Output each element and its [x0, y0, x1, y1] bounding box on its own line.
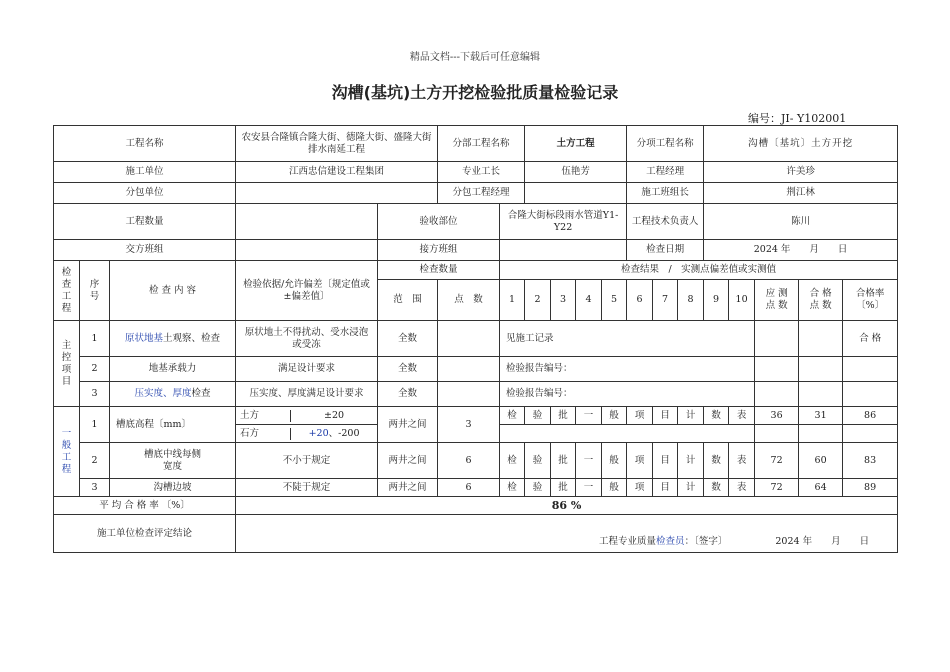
empty-cell [843, 425, 898, 443]
passed-header: 合 格点 数 [799, 280, 843, 321]
check-item-header: 检查工程 [54, 261, 80, 321]
average-label: 平 均 合 格 率 〔%〕 [54, 497, 236, 515]
batch-char: 目 [653, 443, 678, 479]
page-title: 沟槽(基坑)土方开挖检验批质量检验记录 [331, 83, 619, 102]
col-header: 10 [729, 280, 755, 321]
batch-char: 目 [653, 479, 678, 497]
batch-char: 检 [500, 443, 525, 479]
table-header-row-1 [54, 261, 898, 280]
measured-cell [755, 321, 799, 357]
batch-char: 批 [551, 443, 576, 479]
signature-prefix: 工程专业质量 [599, 536, 657, 547]
batch-char: 批 [551, 479, 576, 497]
rate-cell [843, 357, 898, 382]
measured-cell: 72 [755, 443, 799, 479]
batch-char: 验 [525, 443, 551, 479]
inspector-label: 检查员 [656, 536, 685, 547]
batch-char: 表 [729, 443, 755, 479]
passed-cell: 64 [799, 479, 843, 497]
content-highlight: 压实度、厚度 [134, 388, 192, 399]
range-header: 范 围 [378, 280, 438, 321]
division-name-label: 分部工程名称 [438, 126, 525, 162]
seq-cell: 3 [80, 382, 110, 407]
batch-char: 表 [729, 407, 755, 425]
passed-cell [799, 321, 843, 357]
result-header: 检查结果 / 实测点偏差值或实测值 [500, 261, 898, 280]
batch-char: 项 [627, 443, 653, 479]
receive-team-value [500, 240, 627, 261]
sub-value: 、-200 [328, 427, 360, 439]
signature-date: 2024 年 月 日 [775, 536, 870, 547]
col-header: 7 [653, 280, 678, 321]
quantity-label: 工程数量 [54, 204, 236, 240]
average-value: 86 % [236, 497, 898, 515]
empty-cell [500, 425, 755, 443]
seq-cell: 3 [80, 479, 110, 497]
quantity-value [236, 204, 378, 240]
col-header: 5 [602, 280, 627, 321]
col-header: 2 [525, 280, 551, 321]
passed-cell: 60 [799, 443, 843, 479]
main-item-row [54, 321, 898, 357]
quantity-row [54, 204, 898, 240]
signature-line [236, 515, 898, 553]
range-cell: 两井之间 [378, 443, 438, 479]
batch-char: 计 [678, 443, 704, 479]
result-cell: 见施工记录 [500, 321, 755, 357]
basis-cell [236, 407, 378, 425]
batch-char: 计 [678, 407, 704, 425]
batch-char: 般 [602, 443, 627, 479]
project-manager-label: 工程经理 [627, 162, 704, 183]
subcontract-unit-row [54, 183, 898, 204]
general-item-row [54, 443, 898, 479]
document-number-label: 编号： [748, 112, 781, 125]
team-leader-label: 施工班组长 [627, 183, 704, 204]
batch-char: 一 [576, 407, 602, 425]
rate-cell: 86 [843, 407, 898, 425]
range-cell: 两井之间 [378, 479, 438, 497]
basis-header: 检验依据/允许偏差〔规定值或±偏差值〕 [236, 261, 378, 321]
range-cell: 全数 [378, 382, 438, 407]
passed-cell [799, 382, 843, 407]
points-cell: 6 [438, 443, 500, 479]
measured-cell [755, 357, 799, 382]
main-item-row [54, 357, 898, 382]
general-item-row [54, 407, 898, 425]
batch-char: 计 [678, 479, 704, 497]
project-name-value: 农安县合隆镇合隆大街、德隆大街、盛隆大街排水南延工程 [236, 126, 438, 162]
sub-label: 土方 [236, 410, 291, 422]
range-cell: 全数 [378, 321, 438, 357]
batch-char: 验 [525, 479, 551, 497]
content-cell: 沟槽边坡 [110, 479, 236, 497]
passed-cell: 31 [799, 407, 843, 425]
batch-char: 数 [704, 443, 729, 479]
batch-char: 批 [551, 407, 576, 425]
construction-unit-label: 施工单位 [54, 162, 236, 183]
team-leader-value: 荆江林 [704, 183, 898, 204]
measured-header: 应 测点 数 [755, 280, 799, 321]
conclusion-row [54, 515, 898, 553]
content-cell [110, 382, 236, 407]
basis-cell: 不小于规定 [236, 443, 378, 479]
foreman-value: 伍艳芳 [525, 162, 627, 183]
basis-cell: 满足设计要求 [236, 357, 378, 382]
project-name-label: 工程名称 [54, 126, 236, 162]
rate-cell: 合 格 [843, 321, 898, 357]
construction-unit-row [54, 162, 898, 183]
content-cell: 地基承载力 [110, 357, 236, 382]
points-cell: 3 [438, 407, 500, 443]
seq-cell: 2 [80, 357, 110, 382]
content-cell [110, 321, 236, 357]
col-header: 9 [704, 280, 729, 321]
check-date-label: 检查日期 [627, 240, 704, 261]
batch-char: 一 [576, 443, 602, 479]
general-group: 一般工程 [54, 407, 80, 497]
acceptance-part-label: 验收部位 [378, 204, 500, 240]
content-text: 土观察、检查 [163, 332, 221, 344]
points-cell: 6 [438, 479, 500, 497]
batch-char: 数 [704, 407, 729, 425]
result-cell: 检验报告编号： [500, 382, 755, 407]
content-highlight: 原状地基 [125, 332, 164, 344]
main-item-row [54, 382, 898, 407]
basis-cell: 原状地土不得扰动、受水浸泡或受冻 [236, 321, 378, 357]
sub-item-name-value: 沟槽〔基坑〕土方开挖 [704, 126, 898, 162]
subcontract-unit-value [236, 183, 438, 204]
seq-cell: 2 [80, 443, 110, 479]
average-row [54, 497, 898, 515]
rate-header: 合格率〔%〕 [843, 280, 898, 321]
sub-label: 石方 [236, 428, 291, 440]
sub-value-highlight: +20 [308, 427, 329, 439]
sub-item-name-label: 分项工程名称 [627, 126, 704, 162]
empty-cell [799, 425, 843, 443]
construction-unit-value: 江西忠信建设工程集团 [236, 162, 438, 183]
content-text: 检查 [191, 388, 211, 399]
subcontract-manager-label: 分包工程经理 [438, 183, 525, 204]
basis-cell [236, 425, 378, 443]
inspection-record-table [53, 125, 898, 553]
project-name-row [54, 126, 898, 162]
batch-char: 验 [525, 407, 551, 425]
signature-suffix: ：〔签字〕 [684, 536, 728, 547]
project-manager-value: 许美珍 [704, 162, 898, 183]
acceptance-part-value: 合隆大街标段雨水管道Y1-Y22 [500, 204, 627, 240]
receive-team-label: 接方班组 [378, 240, 500, 261]
empty-cell [755, 425, 799, 443]
quantity-header: 检查数量 [378, 261, 500, 280]
points-cell [438, 321, 500, 357]
document-number-value: JI- Y102001 [781, 112, 861, 126]
measured-cell [755, 382, 799, 407]
seq-cell: 1 [80, 407, 110, 443]
handover-team-label: 交方班组 [54, 240, 236, 261]
batch-char: 检 [500, 479, 525, 497]
batch-char: 表 [729, 479, 755, 497]
basis-cell: 压实度、厚度满足设计要求 [236, 382, 378, 407]
foreman-label: 专业工长 [438, 162, 525, 183]
points-cell [438, 382, 500, 407]
subcontract-manager-value [525, 183, 627, 204]
batch-char: 项 [627, 407, 653, 425]
content-cell: 槽底高程〔mm〕 [110, 407, 236, 443]
col-header: 1 [500, 280, 525, 321]
measured-cell: 72 [755, 479, 799, 497]
col-header: 3 [551, 280, 576, 321]
col-header: 8 [678, 280, 704, 321]
points-header: 点 数 [438, 280, 500, 321]
batch-char: 数 [704, 479, 729, 497]
result-cell: 检验报告编号： [500, 357, 755, 382]
basis-cell: 不陡于规定 [236, 479, 378, 497]
handover-team-value [236, 240, 378, 261]
range-cell: 全数 [378, 357, 438, 382]
general-item-row [54, 479, 898, 497]
measured-cell: 36 [755, 407, 799, 425]
rate-cell: 83 [843, 443, 898, 479]
conclusion-label: 施工单位检查评定结论 [54, 515, 236, 553]
range-cell: 两井之间 [378, 407, 438, 443]
points-cell [438, 357, 500, 382]
content-cell: 槽底中线每侧宽度 [110, 443, 236, 479]
tech-lead-label: 工程技术负责人 [627, 204, 704, 240]
rate-cell: 89 [843, 479, 898, 497]
content-header: 检 查 内 容 [110, 261, 236, 321]
passed-cell [799, 357, 843, 382]
batch-char: 项 [627, 479, 653, 497]
subcontract-unit-label: 分包单位 [54, 183, 236, 204]
batch-char: 目 [653, 407, 678, 425]
batch-char: 般 [602, 479, 627, 497]
check-date-value: 2024 年 月 日 [704, 240, 898, 261]
division-name-value: 土方工程 [525, 126, 627, 162]
sub-value: ±20 [324, 409, 345, 421]
rate-cell [843, 382, 898, 407]
batch-char: 般 [602, 407, 627, 425]
seq-cell: 1 [80, 321, 110, 357]
col-header: 4 [576, 280, 602, 321]
document-number [748, 110, 861, 126]
tech-lead-value: 陈川 [704, 204, 898, 240]
batch-char: 一 [576, 479, 602, 497]
header-note: 精品文档---下载后可任意编辑 [409, 52, 541, 63]
main-control-group: 主控项目 [54, 321, 80, 407]
batch-char: 检 [500, 407, 525, 425]
seq-header: 序号 [80, 261, 110, 321]
handover-row [54, 240, 898, 261]
col-header: 6 [627, 280, 653, 321]
